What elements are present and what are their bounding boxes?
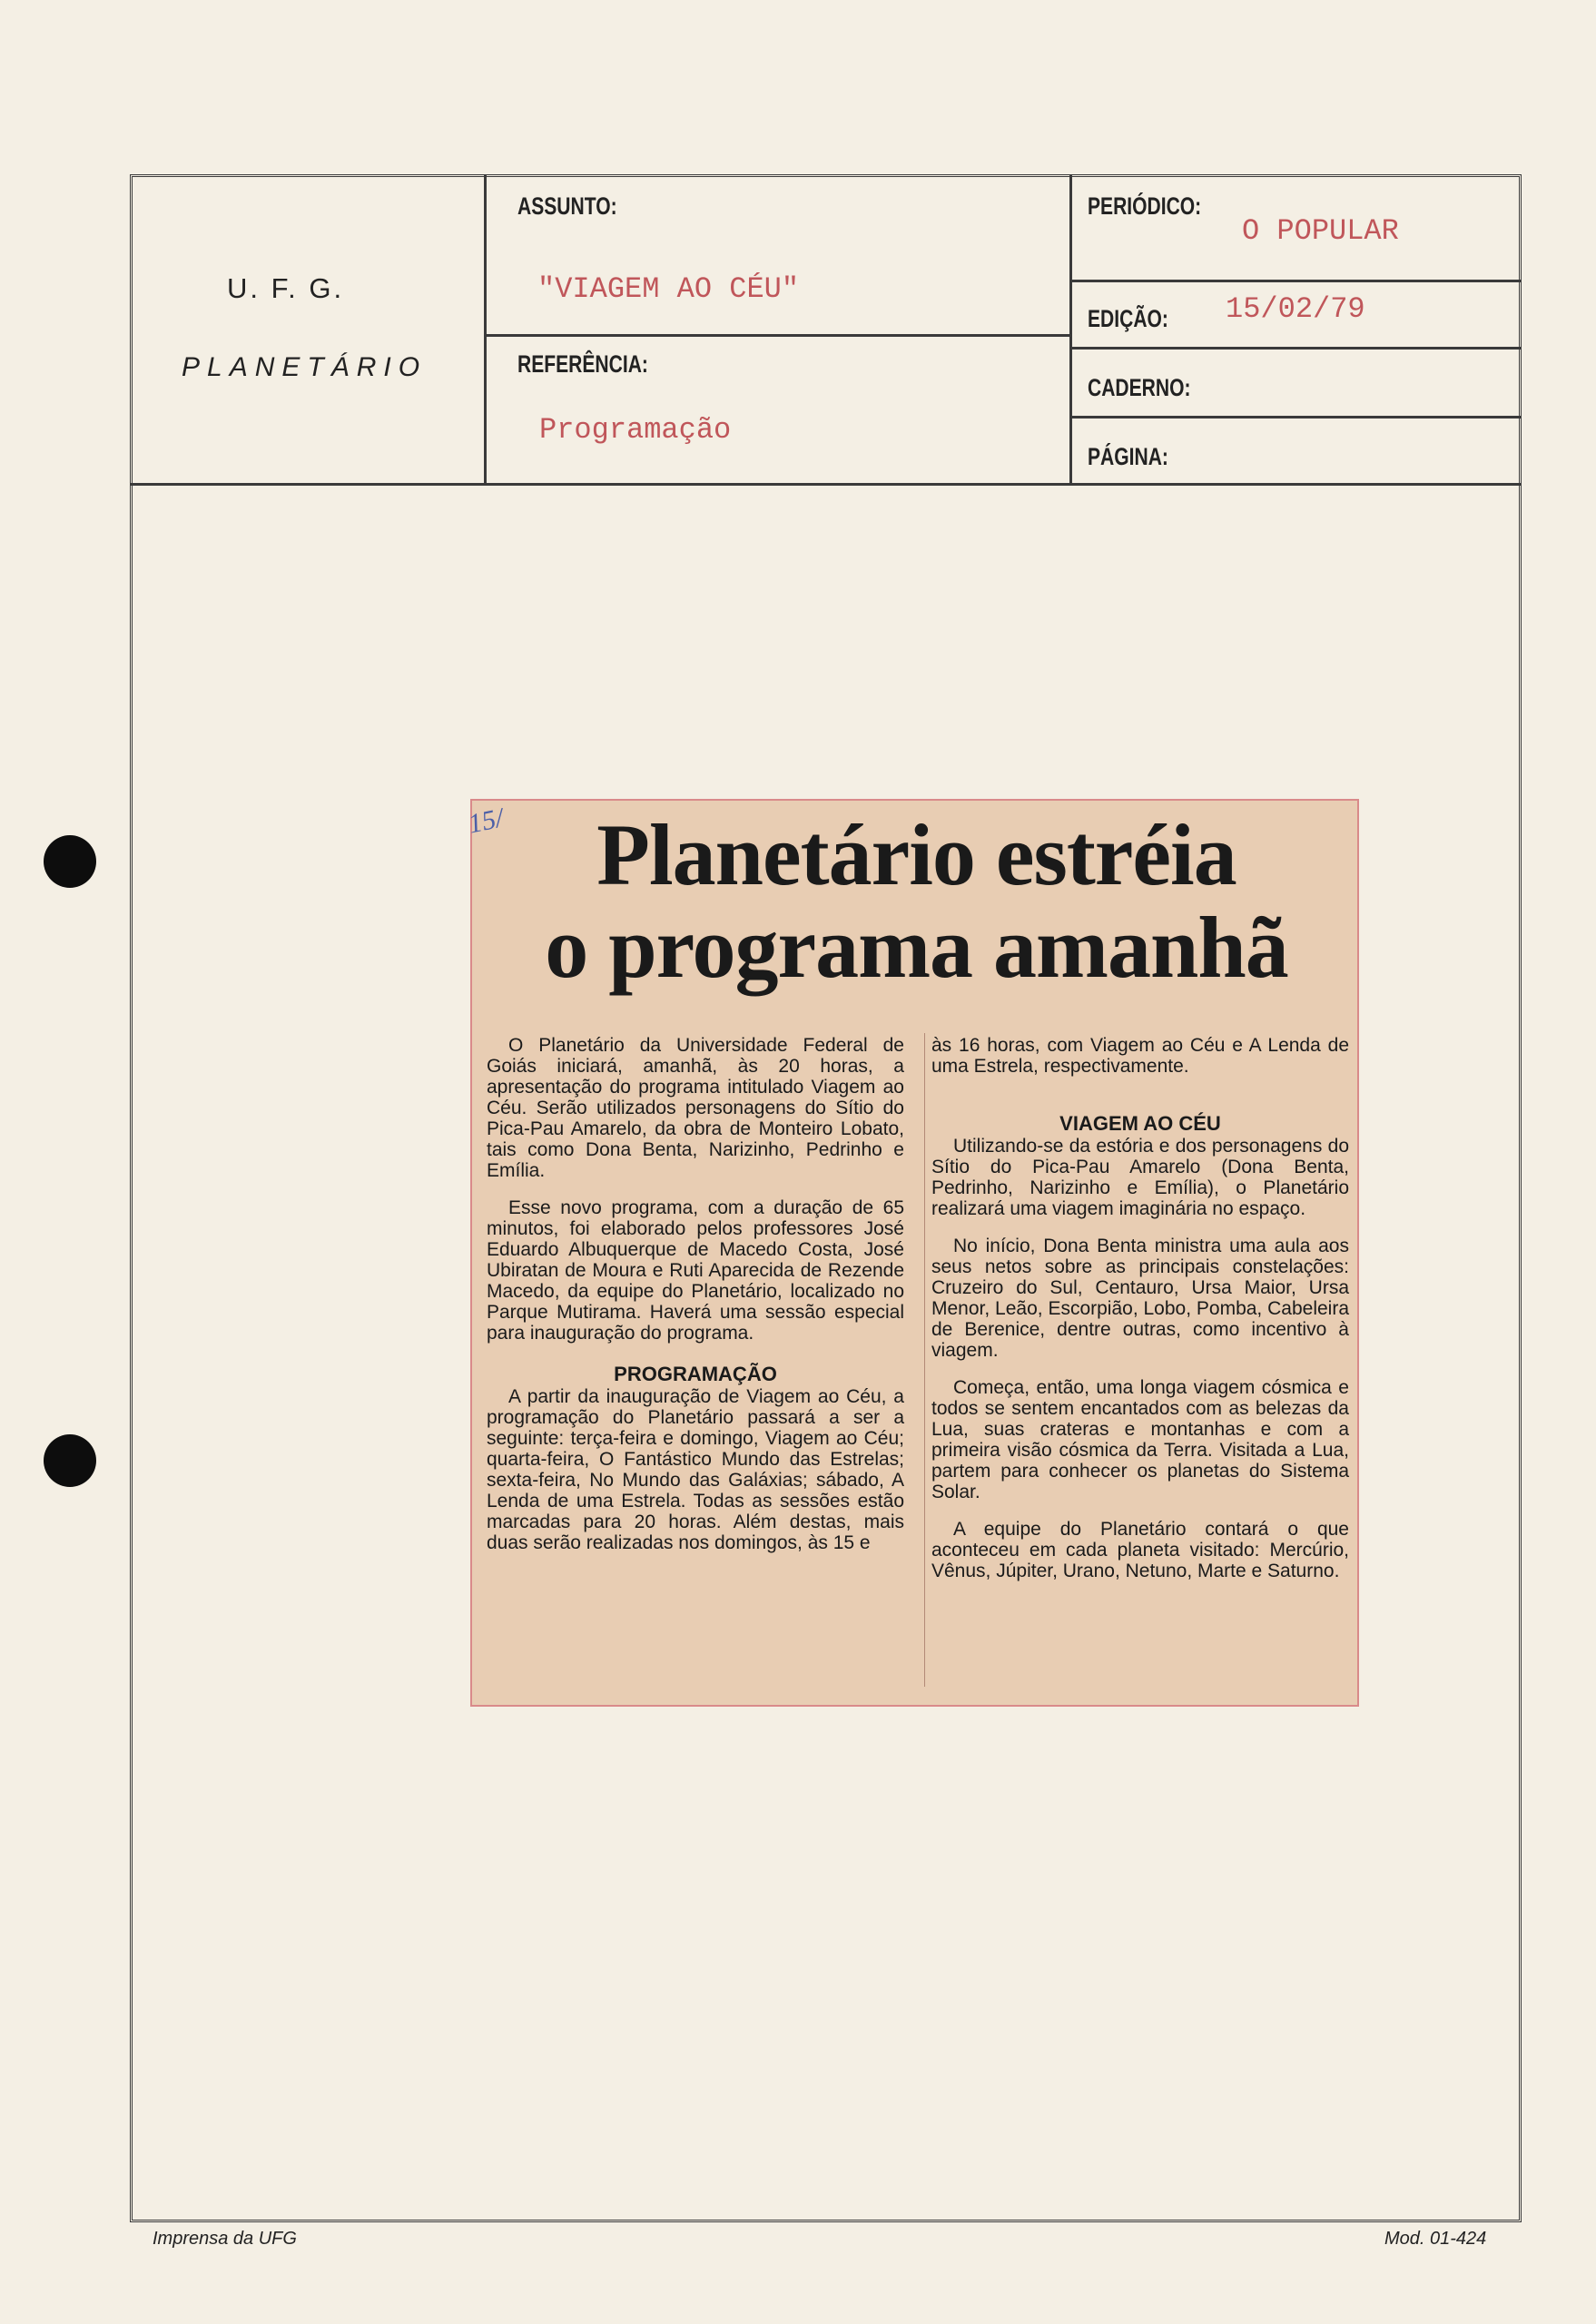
header-divider-1 bbox=[484, 174, 487, 486]
edicao-rule bbox=[1071, 347, 1522, 350]
article-paragraph: O Planetário da Universidade Federal de Goiás iniciará, amanhã, às 20 horas, a apresentação do programa intitulado Viagem ao Céu. Serão utilizados personagens do Sítio do Pica-Pau Amarelo, da obra de Monteiro Lobato, tais como Dona Benta, Narizinho, Pedrinho e Emília. bbox=[487, 1035, 904, 1181]
article-paragraph: No início, Dona Benta ministra uma aula aos seus netos sobre as principais constelações: Cruzeiro do Sul, Centauro, Ursa Maior, Ursa Menor, Leão, Escorpião, Lobo, Pomba, Cabeleira de Berenice, dentre outras, como incentivo à viagem. bbox=[931, 1236, 1349, 1361]
periodico-value: O POPULAR bbox=[1242, 214, 1399, 248]
article-paragraph: Esse novo programa, com a duração de 65 minutos, foi elaborado pelos professores José Eduardo Albuquerque de Macedo Costa, José Ubiratan de Moura e Ruti Aparecida de Rezende Macedo, da equipe do Planetário, localizado no Parque Mutirama. Haverá uma sessão especial para inauguração do programa. bbox=[487, 1197, 904, 1344]
edicao-value: 15/02/79 bbox=[1226, 292, 1365, 326]
assunto-value: "VIAGEM AO CÉU" bbox=[537, 272, 800, 306]
article-paragraph: às 16 horas, com Viagem ao Céu e A Lenda de uma Estrela, respectivamente. bbox=[931, 1035, 1349, 1077]
article-paragraph: Começa, então, uma longa viagem cósmica e todos se sentem encantados com as belezas da Lua, suas crateras e montanhas e com a primeira visão cósmica da Terra. Visitada a Lua, partem para conhecer os planetas do Sistema Solar. bbox=[931, 1377, 1349, 1502]
assunto-label: ASSUNTO: bbox=[517, 192, 617, 220]
assunto-rule bbox=[486, 334, 1069, 337]
punch-hole-bottom bbox=[44, 1434, 96, 1487]
referencia-label: REFERÊNCIA: bbox=[517, 350, 648, 378]
pagina-label: PÁGINA: bbox=[1088, 443, 1168, 470]
newspaper-clipping bbox=[470, 799, 1359, 1707]
edicao-label: EDIÇÃO: bbox=[1088, 305, 1168, 332]
periodico-rule bbox=[1071, 280, 1522, 282]
section-heading-viagem: VIAGEM AO CÉU bbox=[1059, 1112, 1221, 1135]
column-separator bbox=[924, 1033, 925, 1687]
handwritten-mark: 15/ bbox=[465, 803, 507, 840]
headline-line-1: Planetário estréia bbox=[596, 806, 1236, 903]
article-paragraph: A partir da inauguração de Viagem ao Céu, a programação do Planetário passará a ser a seguinte: terça-feira e domingo, Viagem ao Céu; quarta-feira, O Fantástico Mundo das Estrelas; sexta-feira, No Mundo das Galáxias; sábado, A Lenda de uma Estrela. Todas as sessões estão marcadas para 20 horas. Além destas, mais duas serão realizadas nos domingos, às 15 e bbox=[487, 1386, 904, 1553]
periodico-label: PERIÓDICO: bbox=[1088, 192, 1202, 220]
header-divider-2 bbox=[1069, 174, 1072, 486]
footer-printer: Imprensa da UFG bbox=[153, 2229, 297, 2249]
headline-line-2: o programa amanhã bbox=[545, 899, 1288, 996]
article-paragraph: A equipe do Planetário contará o que aconteceu em cada planeta visitado: Mercúrio, Vênus, Júpiter, Urano, Netuno, Marte e Saturno. bbox=[931, 1519, 1349, 1581]
header-bottom-rule bbox=[130, 483, 1522, 486]
referencia-value: Programação bbox=[539, 413, 732, 447]
caderno-rule bbox=[1071, 416, 1522, 419]
institution-name: U. F. G. bbox=[227, 272, 345, 304]
article-paragraph: Utilizando-se da estória e dos personagens do Sítio do Pica-Pau Amarelo (Dona Benta, Pedrinho, Narizinho e Emília), o Planetário realizará uma viagem imaginária no espaço. bbox=[931, 1136, 1349, 1219]
section-heading-programacao: PROGRAMAÇÃO bbox=[614, 1363, 777, 1385]
punch-hole-top bbox=[44, 835, 96, 888]
department-name: PLANETÁRIO bbox=[182, 352, 428, 382]
caderno-label: CADERNO: bbox=[1088, 374, 1191, 401]
article-right-column bbox=[931, 1035, 1349, 1598]
footer-model: Mod. 01-424 bbox=[1384, 2229, 1487, 2249]
article-left-column bbox=[487, 1035, 904, 1570]
